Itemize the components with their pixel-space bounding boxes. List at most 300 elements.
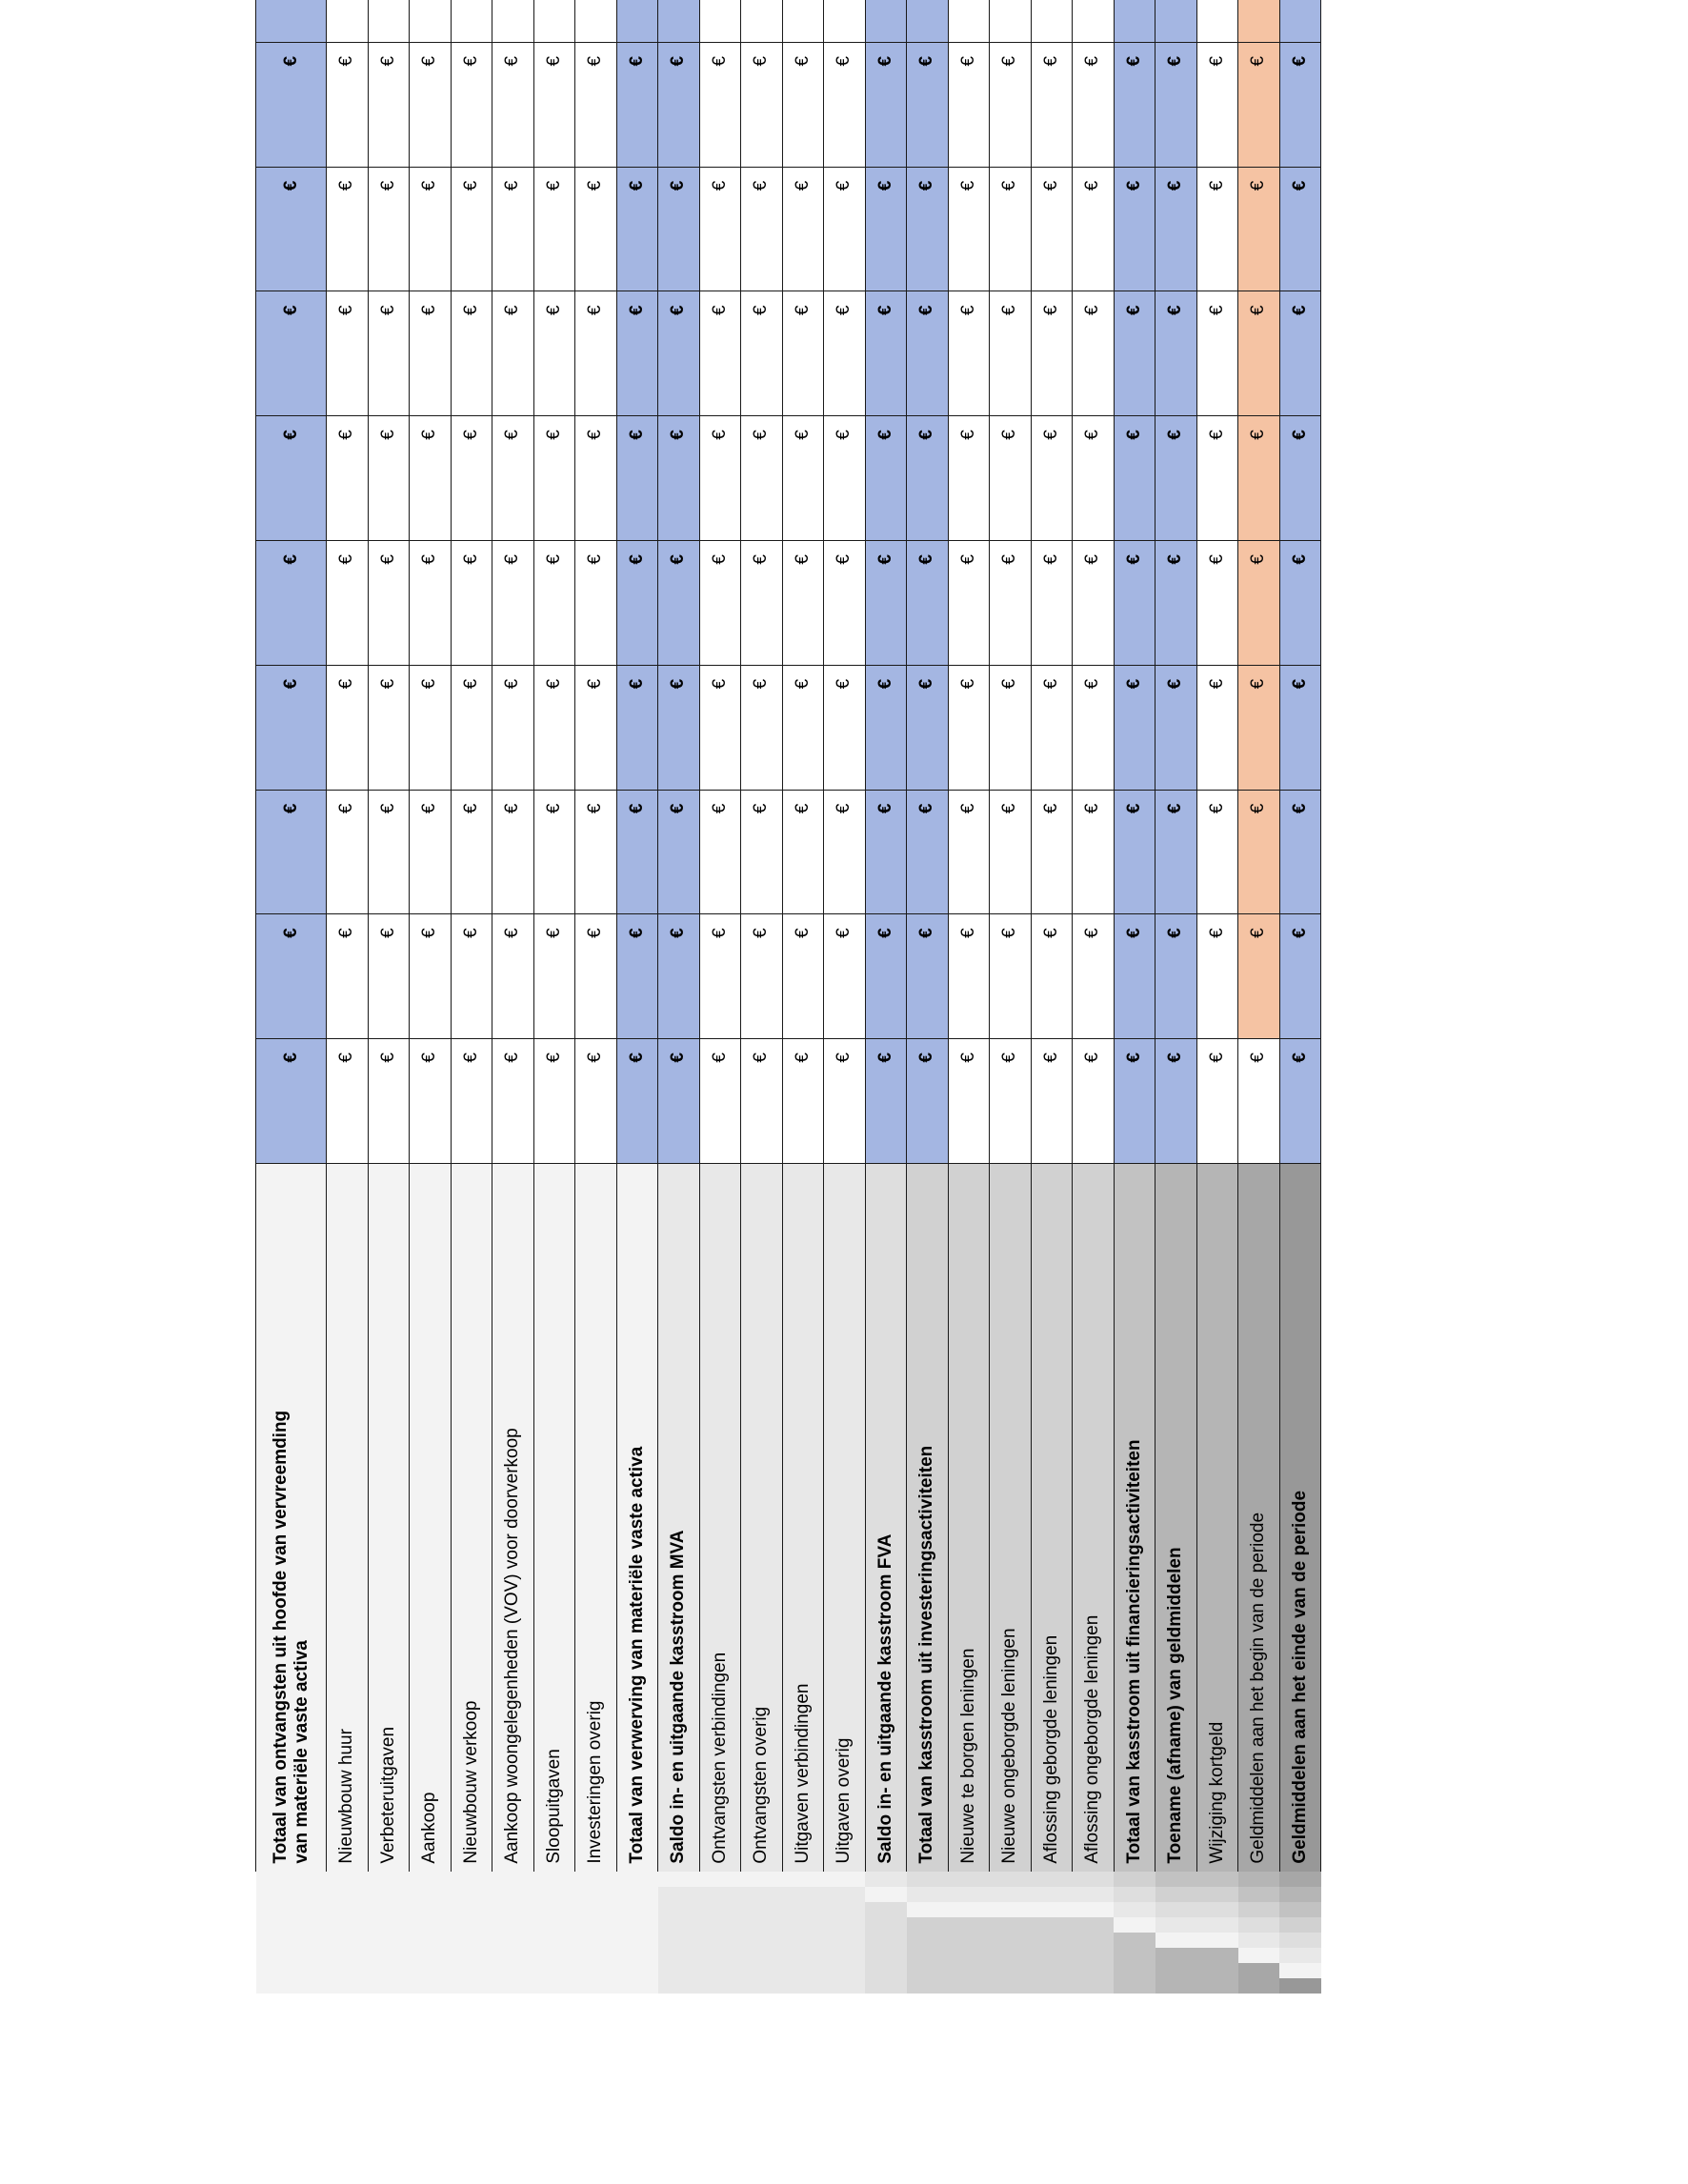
value-cell: € xyxy=(824,167,866,291)
value-cell: € xyxy=(1155,1039,1197,1164)
value-cell: € xyxy=(1279,42,1321,167)
table-row xyxy=(1279,0,1321,1994)
value-cell: € xyxy=(658,665,700,790)
value-cell: € xyxy=(451,416,492,541)
row-label: Nieuwbouw huur xyxy=(327,1163,369,1871)
table-row xyxy=(327,0,369,1994)
value-cell: € xyxy=(368,167,410,291)
value-cell: € xyxy=(1031,665,1073,790)
value-cell xyxy=(907,0,949,42)
value-cell: € xyxy=(368,914,410,1039)
value-cell: € xyxy=(865,914,907,1039)
value-cell: € xyxy=(990,291,1032,416)
value-cell: € xyxy=(575,167,617,291)
value-cell xyxy=(327,0,369,42)
value-cell: € xyxy=(368,540,410,665)
value-cell: € xyxy=(658,416,700,541)
value-cell: € xyxy=(368,291,410,416)
value-cell: € xyxy=(865,1039,907,1164)
row-label: Ontvangsten overig xyxy=(741,1163,783,1871)
value-cell: € xyxy=(948,416,990,541)
table-row xyxy=(741,0,783,1994)
value-cell: € xyxy=(368,416,410,541)
table-row xyxy=(533,0,575,1994)
row-label: Sloopuitgaven xyxy=(533,1163,575,1871)
value-cell: € xyxy=(1114,42,1155,167)
value-cell: € xyxy=(1196,914,1238,1039)
value-cell: € xyxy=(1238,790,1280,914)
value-cell: € xyxy=(1073,790,1115,914)
value-cell: € xyxy=(824,665,866,790)
value-cell: € xyxy=(1155,540,1197,665)
value-cell: € xyxy=(1031,167,1073,291)
value-cell: € xyxy=(1155,914,1197,1039)
value-cell xyxy=(1114,0,1155,42)
value-cell: € xyxy=(907,790,949,914)
value-cell: € xyxy=(327,790,369,914)
value-cell: € xyxy=(824,42,866,167)
value-cell: € xyxy=(1279,1039,1321,1164)
value-cell: € xyxy=(907,42,949,167)
value-cell: € xyxy=(616,914,658,1039)
row-label: Aankoop xyxy=(410,1163,452,1871)
row-label xyxy=(256,1163,327,1871)
value-cell: € xyxy=(575,416,617,541)
value-cell: € xyxy=(1073,914,1115,1039)
value-cell: € xyxy=(1196,665,1238,790)
value-cell: € xyxy=(782,291,824,416)
row-label: Aflossing ongeborgde leningen xyxy=(1073,1163,1115,1871)
value-cell: € xyxy=(256,1039,327,1164)
value-cell: € xyxy=(782,665,824,790)
row-label: Totaal van verwerving van materiële vaste activa xyxy=(616,1163,658,1871)
value-cell: € xyxy=(533,1039,575,1164)
value-cell: € xyxy=(1073,291,1115,416)
value-cell: € xyxy=(699,416,741,541)
table-row xyxy=(990,0,1032,1994)
value-cell: € xyxy=(410,665,452,790)
value-cell: € xyxy=(1238,291,1280,416)
value-cell: € xyxy=(256,665,327,790)
value-cell: € xyxy=(410,790,452,914)
value-cell xyxy=(1238,0,1280,42)
value-cell: € xyxy=(699,1039,741,1164)
value-cell: € xyxy=(616,665,658,790)
value-cell: € xyxy=(948,167,990,291)
value-cell: € xyxy=(948,540,990,665)
value-cell: € xyxy=(451,291,492,416)
row-label: Verbeteruitgaven xyxy=(368,1163,410,1871)
value-cell xyxy=(1031,0,1073,42)
value-cell: € xyxy=(865,540,907,665)
value-cell: € xyxy=(1114,540,1155,665)
value-cell: € xyxy=(865,790,907,914)
value-cell: € xyxy=(1031,914,1073,1039)
value-cell: € xyxy=(492,665,534,790)
value-cell: € xyxy=(824,790,866,914)
value-cell: € xyxy=(327,540,369,665)
value-cell: € xyxy=(451,1039,492,1164)
value-cell: € xyxy=(256,790,327,914)
value-cell: € xyxy=(658,540,700,665)
value-cell: € xyxy=(658,1039,700,1164)
value-cell xyxy=(451,0,492,42)
value-cell: € xyxy=(327,665,369,790)
value-cell: € xyxy=(782,167,824,291)
value-cell: € xyxy=(1114,665,1155,790)
value-cell: € xyxy=(1238,167,1280,291)
value-cell: € xyxy=(1279,790,1321,914)
value-cell xyxy=(1196,0,1238,42)
value-cell xyxy=(616,0,658,42)
value-cell: € xyxy=(575,790,617,914)
table-row xyxy=(616,0,658,1994)
value-cell: € xyxy=(948,790,990,914)
value-cell: € xyxy=(990,1039,1032,1164)
value-cell: € xyxy=(1073,416,1115,541)
value-cell: € xyxy=(616,167,658,291)
value-cell: € xyxy=(327,914,369,1039)
value-cell: € xyxy=(1073,1039,1115,1164)
value-cell: € xyxy=(741,1039,783,1164)
value-cell: € xyxy=(990,665,1032,790)
value-cell: € xyxy=(368,665,410,790)
value-cell: € xyxy=(256,416,327,541)
value-cell: € xyxy=(741,416,783,541)
value-cell: € xyxy=(492,291,534,416)
value-cell: € xyxy=(492,914,534,1039)
value-cell: € xyxy=(410,167,452,291)
value-cell xyxy=(410,0,452,42)
value-cell: € xyxy=(782,42,824,167)
value-cell xyxy=(824,0,866,42)
row-label: Totaal van kasstroom uit investeringsactiviteiten xyxy=(907,1163,949,1871)
value-cell xyxy=(948,0,990,42)
value-cell: € xyxy=(1031,1039,1073,1164)
row-label: Saldo in- en uitgaande kasstroom MVA xyxy=(658,1163,700,1871)
value-cell: € xyxy=(907,167,949,291)
value-cell: € xyxy=(1238,416,1280,541)
value-cell: € xyxy=(533,416,575,541)
value-cell: € xyxy=(451,914,492,1039)
row-label-line2: van materiële vaste activa xyxy=(291,1640,311,1864)
value-cell: € xyxy=(990,42,1032,167)
table-row xyxy=(1155,0,1197,1994)
value-cell: € xyxy=(616,42,658,167)
value-cell: € xyxy=(575,540,617,665)
value-cell: € xyxy=(533,167,575,291)
value-cell xyxy=(1073,0,1115,42)
value-cell: € xyxy=(699,540,741,665)
value-cell: € xyxy=(616,790,658,914)
value-cell: € xyxy=(1155,291,1197,416)
value-cell: € xyxy=(575,291,617,416)
value-cell: € xyxy=(616,291,658,416)
value-cell: € xyxy=(741,914,783,1039)
value-cell: € xyxy=(907,540,949,665)
table-row xyxy=(575,0,617,1994)
value-cell: € xyxy=(990,914,1032,1039)
row-label: Nieuwbouw verkoop xyxy=(451,1163,492,1871)
value-cell: € xyxy=(327,416,369,541)
value-cell: € xyxy=(492,540,534,665)
value-cell xyxy=(256,0,327,42)
value-cell: € xyxy=(699,167,741,291)
value-cell: € xyxy=(782,1039,824,1164)
value-cell: € xyxy=(533,540,575,665)
row-label: Saldo in- en uitgaande kasstroom FVA xyxy=(865,1163,907,1871)
value-cell: € xyxy=(616,1039,658,1164)
value-cell: € xyxy=(451,665,492,790)
value-cell: € xyxy=(948,291,990,416)
value-cell: € xyxy=(1238,665,1280,790)
row-label: Aflossing geborgde leningen xyxy=(1031,1163,1073,1871)
value-cell: € xyxy=(1031,540,1073,665)
table-row xyxy=(1031,0,1073,1994)
value-cell: € xyxy=(782,790,824,914)
row-label: Nieuwe ongeborgde leningen xyxy=(990,1163,1032,1871)
value-cell: € xyxy=(492,790,534,914)
value-cell: € xyxy=(492,42,534,167)
value-cell: € xyxy=(1279,291,1321,416)
value-cell: € xyxy=(741,167,783,291)
value-cell: € xyxy=(658,291,700,416)
value-cell: € xyxy=(616,540,658,665)
value-cell: € xyxy=(575,665,617,790)
value-cell: € xyxy=(1155,416,1197,541)
value-cell: € xyxy=(327,167,369,291)
value-cell: € xyxy=(907,291,949,416)
value-cell: € xyxy=(1238,42,1280,167)
value-cell: € xyxy=(575,42,617,167)
value-cell xyxy=(990,0,1032,42)
value-cell: € xyxy=(533,665,575,790)
value-cell: € xyxy=(256,167,327,291)
value-cell: € xyxy=(1114,790,1155,914)
row-label: Nieuwe te borgen leningen xyxy=(948,1163,990,1871)
value-cell: € xyxy=(492,416,534,541)
table-row xyxy=(907,0,949,1994)
value-cell: € xyxy=(1031,291,1073,416)
value-cell: € xyxy=(658,42,700,167)
row-label: Geldmiddelen aan het einde van de periode xyxy=(1279,1163,1321,1871)
value-cell: € xyxy=(824,416,866,541)
value-cell: € xyxy=(907,1039,949,1164)
value-cell: € xyxy=(1279,540,1321,665)
value-cell: € xyxy=(575,1039,617,1164)
value-cell: € xyxy=(256,291,327,416)
value-cell: € xyxy=(256,540,327,665)
value-cell: € xyxy=(1114,291,1155,416)
value-cell: € xyxy=(948,914,990,1039)
value-cell: € xyxy=(1114,167,1155,291)
table-row xyxy=(368,0,410,1994)
table-row xyxy=(699,0,741,1994)
value-cell: € xyxy=(327,1039,369,1164)
value-cell: € xyxy=(368,42,410,167)
value-cell: € xyxy=(782,914,824,1039)
value-cell: € xyxy=(1155,790,1197,914)
table-row xyxy=(782,0,824,1994)
value-cell xyxy=(865,0,907,42)
value-cell: € xyxy=(451,167,492,291)
value-cell: € xyxy=(658,790,700,914)
row-label: Toename (afname) van geldmiddelen xyxy=(1155,1163,1197,1871)
value-cell: € xyxy=(658,914,700,1039)
value-cell: € xyxy=(1031,790,1073,914)
value-cell: € xyxy=(256,42,327,167)
value-cell: € xyxy=(782,416,824,541)
value-cell: € xyxy=(865,42,907,167)
value-cell: € xyxy=(948,665,990,790)
value-cell: € xyxy=(1155,665,1197,790)
value-cell: € xyxy=(1238,1039,1280,1164)
value-cell: € xyxy=(1279,665,1321,790)
value-cell: € xyxy=(1196,540,1238,665)
value-cell: € xyxy=(824,914,866,1039)
value-cell: € xyxy=(1196,42,1238,167)
value-cell: € xyxy=(1114,416,1155,541)
value-cell: € xyxy=(492,1039,534,1164)
value-cell: € xyxy=(327,42,369,167)
row-label: Uitgaven overig xyxy=(824,1163,866,1871)
value-cell: € xyxy=(948,42,990,167)
row-label: Uitgaven verbindingen xyxy=(782,1163,824,1871)
value-cell: € xyxy=(1238,914,1280,1039)
value-cell: € xyxy=(327,291,369,416)
value-cell: € xyxy=(1073,42,1115,167)
table-row xyxy=(1114,0,1155,1994)
table-row xyxy=(451,0,492,1994)
value-cell: € xyxy=(1114,914,1155,1039)
value-cell: € xyxy=(741,42,783,167)
value-cell: € xyxy=(658,167,700,291)
value-cell: € xyxy=(1073,665,1115,790)
table-row xyxy=(658,0,700,1994)
table-row xyxy=(865,0,907,1994)
value-cell: € xyxy=(451,540,492,665)
value-cell: € xyxy=(699,914,741,1039)
value-cell: € xyxy=(907,416,949,541)
value-cell: € xyxy=(990,790,1032,914)
value-cell: € xyxy=(1279,167,1321,291)
value-cell: € xyxy=(410,1039,452,1164)
value-cell: € xyxy=(1196,416,1238,541)
table-row xyxy=(1196,0,1238,1994)
table-row xyxy=(1238,0,1280,1994)
value-cell: € xyxy=(990,416,1032,541)
value-cell xyxy=(699,0,741,42)
value-cell xyxy=(533,0,575,42)
value-cell: € xyxy=(1031,416,1073,541)
value-cell: € xyxy=(1238,540,1280,665)
value-cell: € xyxy=(410,416,452,541)
value-cell: € xyxy=(948,1039,990,1164)
value-cell xyxy=(741,0,783,42)
table-row xyxy=(410,0,452,1994)
value-cell: € xyxy=(865,291,907,416)
value-cell: € xyxy=(741,540,783,665)
row-label: Ontvangsten verbindingen xyxy=(699,1163,741,1871)
value-cell: € xyxy=(741,790,783,914)
value-cell: € xyxy=(1279,914,1321,1039)
row-label-line1: Totaal van ontvangsten uit hoofde van vervreemding xyxy=(270,1410,291,1864)
value-cell: € xyxy=(907,665,949,790)
value-cell: € xyxy=(410,291,452,416)
cash-flow-table xyxy=(255,0,1321,1994)
value-cell: € xyxy=(782,540,824,665)
value-cell: € xyxy=(824,291,866,416)
row-label: Totaal van kasstroom uit financieringsactiviteiten xyxy=(1114,1163,1155,1871)
value-cell: € xyxy=(410,42,452,167)
value-cell: € xyxy=(1155,42,1197,167)
value-cell: € xyxy=(824,540,866,665)
value-cell: € xyxy=(410,914,452,1039)
value-cell: € xyxy=(699,291,741,416)
value-cell: € xyxy=(865,665,907,790)
table-row xyxy=(492,0,534,1994)
value-cell: € xyxy=(1114,1039,1155,1164)
value-cell xyxy=(1279,0,1321,42)
value-cell: € xyxy=(533,914,575,1039)
row-label: Investeringen overig xyxy=(575,1163,617,1871)
value-cell: € xyxy=(533,291,575,416)
value-cell: € xyxy=(699,665,741,790)
value-cell: € xyxy=(533,42,575,167)
value-cell: € xyxy=(616,416,658,541)
value-cell: € xyxy=(368,790,410,914)
value-cell: € xyxy=(990,540,1032,665)
value-cell: € xyxy=(1073,540,1115,665)
value-cell: € xyxy=(533,790,575,914)
table-row xyxy=(824,0,866,1994)
table-row xyxy=(1073,0,1115,1994)
value-cell: € xyxy=(575,914,617,1039)
value-cell: € xyxy=(699,42,741,167)
value-cell: € xyxy=(1031,42,1073,167)
value-cell: € xyxy=(865,167,907,291)
table-row xyxy=(948,0,990,1994)
value-cell: € xyxy=(1196,1039,1238,1164)
value-cell xyxy=(575,0,617,42)
value-cell: € xyxy=(451,42,492,167)
value-cell: € xyxy=(741,665,783,790)
value-cell: € xyxy=(410,540,452,665)
value-cell: € xyxy=(699,790,741,914)
row-label: Wijziging kortgeld xyxy=(1196,1163,1238,1871)
value-cell: € xyxy=(451,790,492,914)
value-cell: € xyxy=(1073,167,1115,291)
row-label: Geldmiddelen aan het begin van de periode xyxy=(1238,1163,1280,1871)
value-cell: € xyxy=(1196,167,1238,291)
value-cell xyxy=(782,0,824,42)
value-cell: € xyxy=(907,914,949,1039)
value-cell: € xyxy=(492,167,534,291)
value-cell: € xyxy=(824,1039,866,1164)
value-cell: € xyxy=(256,914,327,1039)
value-cell xyxy=(368,0,410,42)
value-cell xyxy=(658,0,700,42)
value-cell: € xyxy=(741,291,783,416)
value-cell: € xyxy=(1196,291,1238,416)
value-cell: € xyxy=(1196,790,1238,914)
value-cell: € xyxy=(368,1039,410,1164)
value-cell: € xyxy=(1279,416,1321,541)
value-cell: € xyxy=(1155,167,1197,291)
value-cell: € xyxy=(990,167,1032,291)
value-cell xyxy=(1155,0,1197,42)
value-cell xyxy=(492,0,534,42)
